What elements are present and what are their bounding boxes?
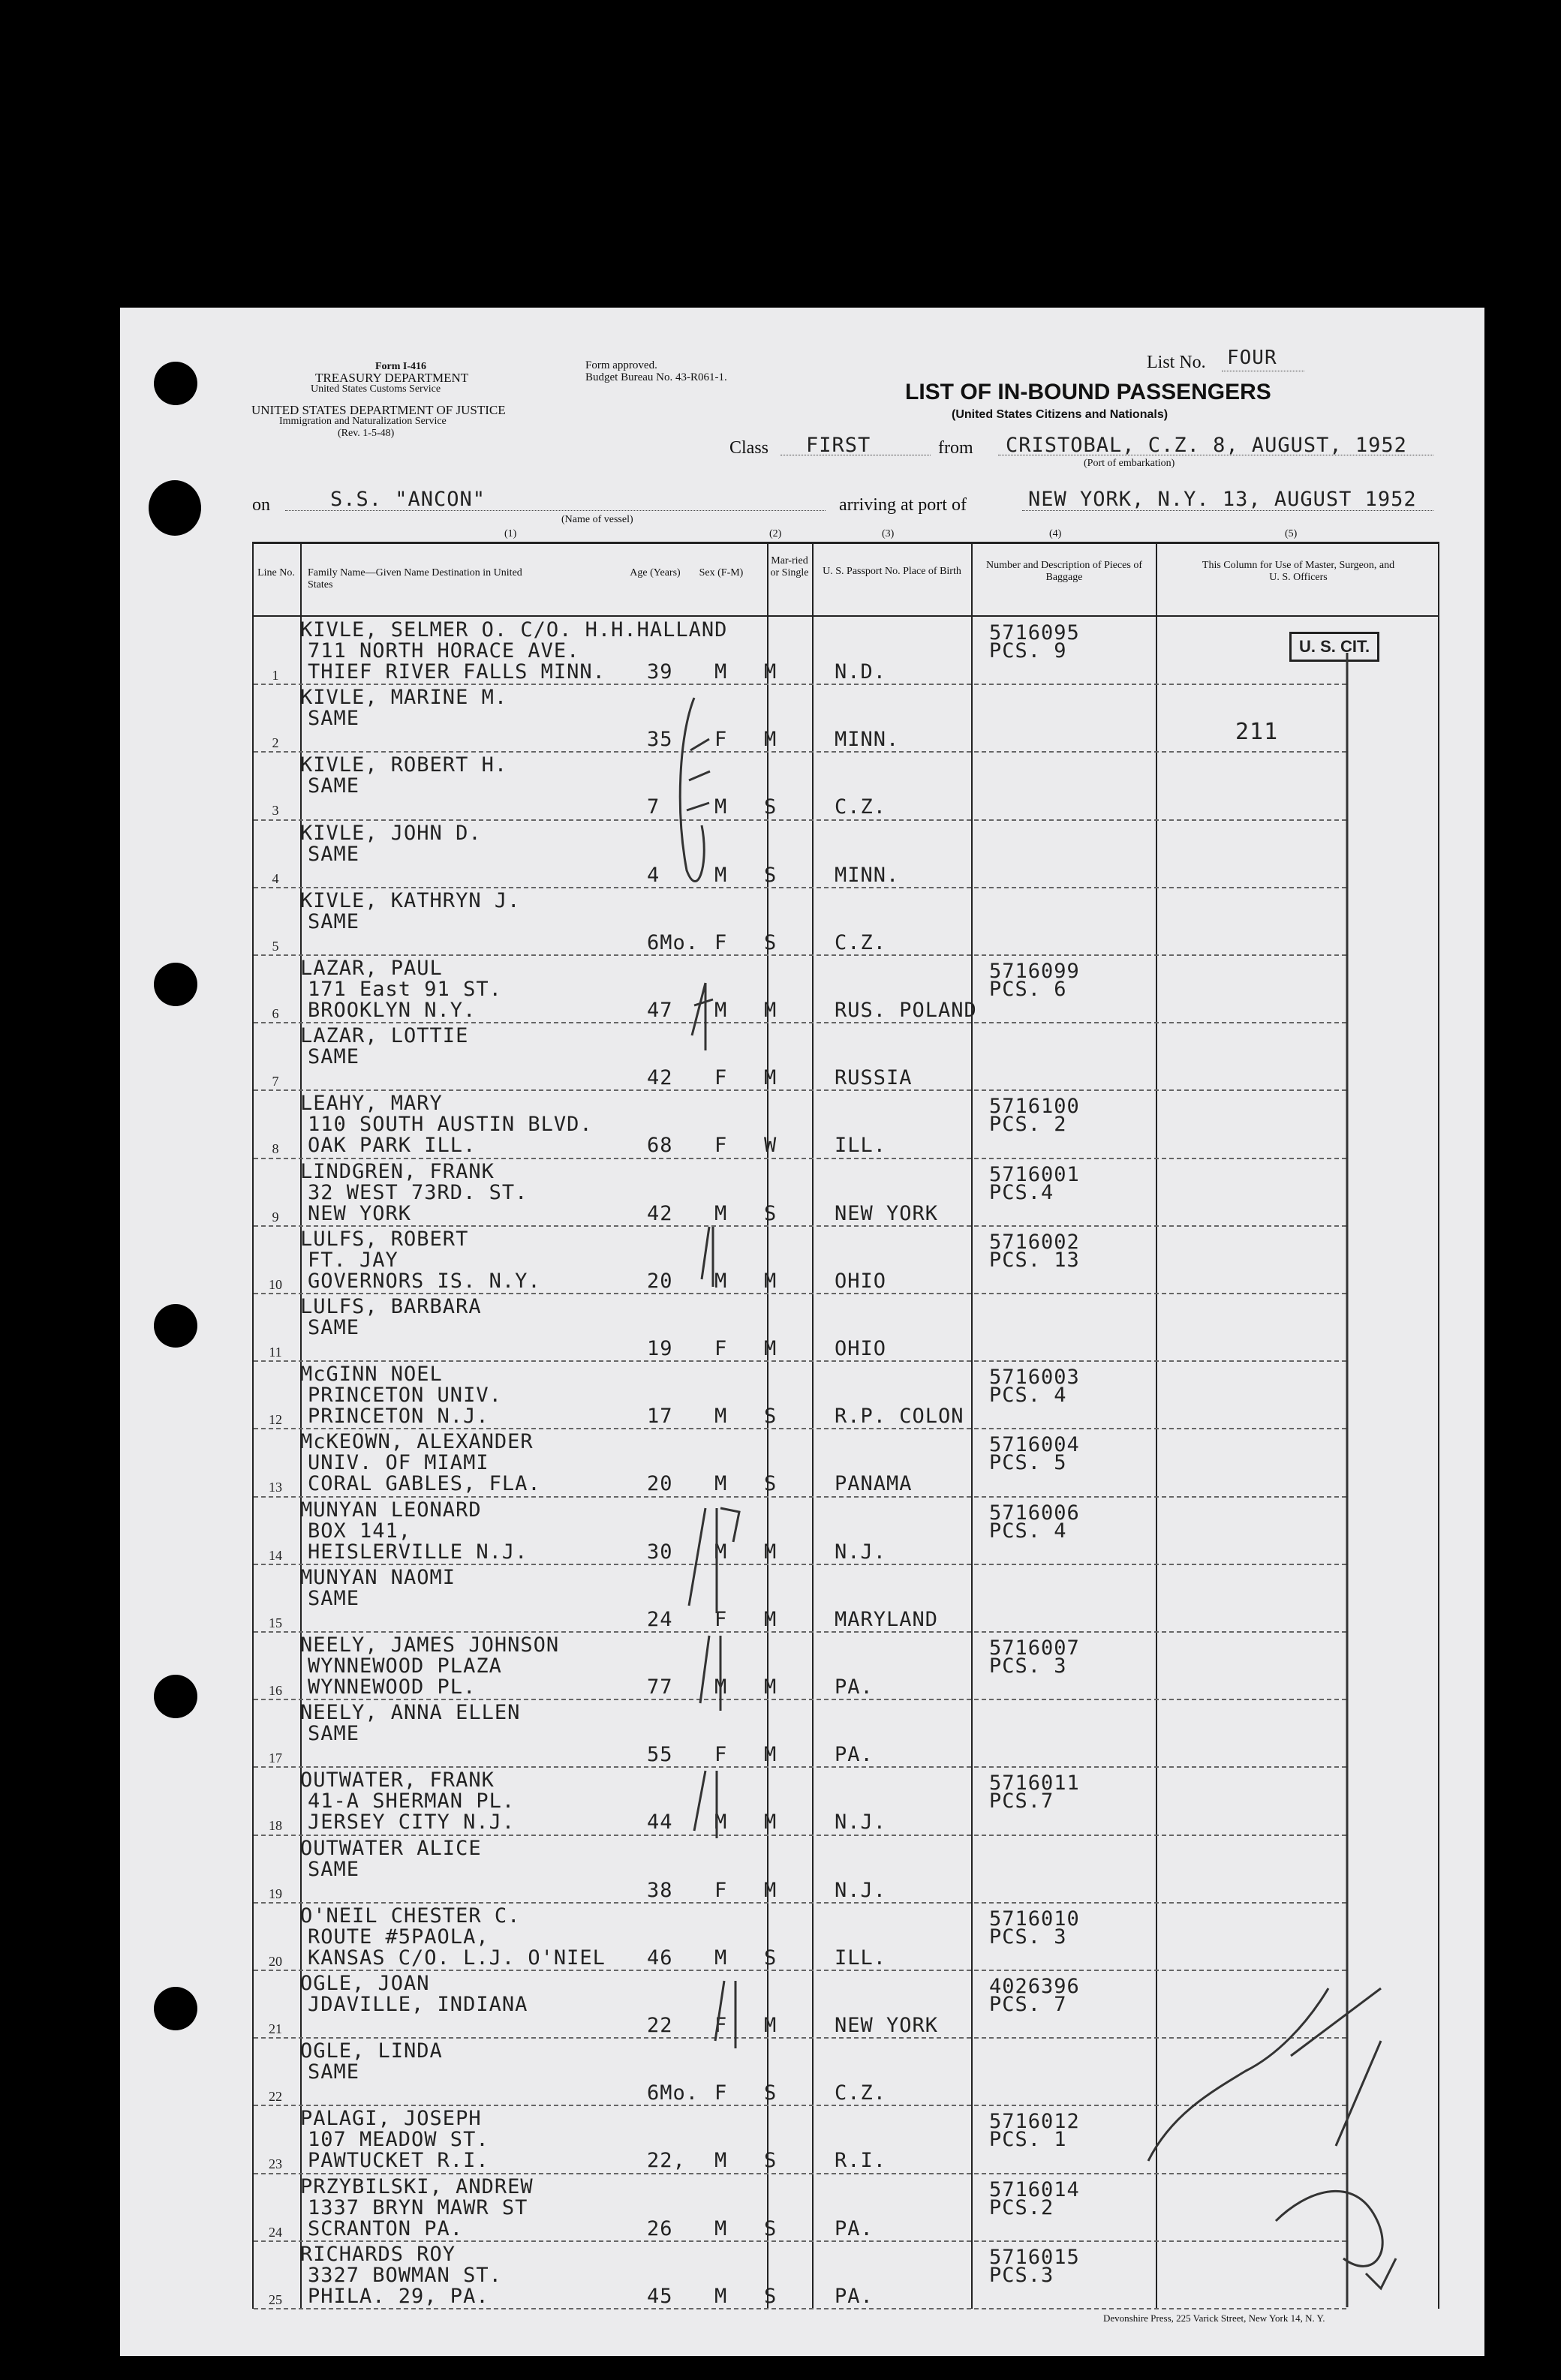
marital-cell: M [764, 728, 777, 752]
baggage-pieces: PCS. 9 [989, 639, 1067, 663]
line-number: 13 [269, 1480, 282, 1495]
destination-line1: UNIV. OF MIAMI [308, 1451, 489, 1475]
revision-date: (Rev. 1-5-48) [338, 428, 395, 439]
line-number: 11 [269, 1345, 282, 1360]
sex-cell: F [714, 1607, 728, 1631]
line-number: 2 [272, 735, 279, 751]
destination-line1: SAME [308, 2060, 360, 2084]
passenger-name: KIVLE, SELMER O. C/O. H.H.HALLAND [300, 618, 728, 642]
age-cell: 38 [647, 1878, 673, 1902]
birthplace-cell: C.Z. [835, 2081, 887, 2105]
marital-cell: M [764, 1743, 777, 1767]
passenger-name: LULFS, ROBERT [300, 1227, 469, 1251]
passenger-name: KIVLE, JOHN D. [300, 821, 482, 845]
budget-bureau: Budget Bureau No. 43-R061-1. [585, 371, 727, 383]
marital-cell: W [764, 1134, 777, 1158]
class-value: FIRST [806, 434, 871, 457]
marital-cell: S [764, 1201, 777, 1225]
baggage-pieces: PCS. 3 [989, 1925, 1067, 1949]
marital-cell: M [764, 1607, 777, 1631]
line-number: 12 [269, 1412, 282, 1428]
col-header-passport: U. S. Passport No. Place of Birth [823, 566, 961, 577]
baggage-pieces: PCS.2 [989, 2195, 1054, 2219]
col-num-5: (5) [1285, 528, 1298, 539]
passenger-name: McKEOWN, ALEXANDER [300, 1430, 534, 1454]
line-number: 21 [269, 2021, 282, 2036]
col-header-married: Mar-ried or Single [770, 555, 809, 578]
birthplace-cell: ILL. [835, 1946, 887, 1970]
marital-cell: M [764, 999, 777, 1022]
age-cell: 6Mo. [647, 930, 699, 954]
marital-cell: S [764, 2149, 777, 2173]
birthplace-cell: N.J. [835, 1540, 887, 1564]
destination-line1: SAME [308, 909, 360, 933]
marital-cell: S [764, 2216, 777, 2240]
destination-line2: JERSEY CITY N.J. [308, 1811, 516, 1835]
sex-cell: F [714, 2081, 728, 2105]
marital-cell: S [764, 795, 777, 819]
destination-line1: 1337 BRYN MAWR ST [308, 2195, 528, 2219]
marital-cell: M [764, 1337, 777, 1360]
ins-service: Immigration and Naturalization Service [279, 416, 447, 427]
arriving-value: NEW YORK, N.Y. 13, AUGUST 1952 [1028, 488, 1417, 511]
age-cell: 24 [647, 1607, 673, 1631]
justice-dept: UNITED STATES DEPARTMENT OF JUSTICE [251, 403, 506, 417]
baggage-pieces: PCS. 1 [989, 2128, 1067, 2152]
marital-cell: S [764, 2081, 777, 2105]
passenger-name: KIVLE, ROBERT H. [300, 753, 508, 777]
line-number: 25 [269, 2291, 282, 2307]
baggage-number: 5716014 [989, 2177, 1080, 2201]
marital-cell: M [764, 1066, 777, 1090]
passenger-name: PALAGI, JOSEPH [300, 2107, 482, 2131]
passenger-name: O'NEIL CHESTER C. [300, 1904, 521, 1928]
baggage-pieces: PCS. 6 [989, 978, 1067, 1001]
destination-line1: FT. JAY [308, 1248, 399, 1272]
passenger-name: RICHARDS ROY [300, 2242, 456, 2266]
destination-line1: PRINCETON UNIV. [308, 1384, 502, 1408]
col-num-3: (3) [882, 528, 895, 539]
passenger-name: LEAHY, MARY [300, 1092, 443, 1116]
passenger-name: MUNYAN NAOMI [300, 1565, 456, 1589]
line-number: 16 [269, 1683, 282, 1698]
baggage-number: 5716004 [989, 1433, 1080, 1457]
passenger-name: OUTWATER ALICE [300, 1836, 482, 1860]
birthplace-cell: NEW YORK [835, 2014, 939, 2037]
baggage-pieces: PCS. 7 [989, 1993, 1067, 2016]
baggage-number: 5716006 [989, 1501, 1080, 1525]
sex-cell: F [714, 1337, 728, 1360]
destination-line2: KANSAS C/O. L.J. O'NIEL [308, 1946, 606, 1970]
baggage-number: 5716007 [989, 1636, 1080, 1660]
vessel-value: S.S. "ANCON" [330, 488, 486, 511]
marital-cell: M [764, 660, 777, 684]
sex-cell: F [714, 728, 728, 752]
line-number: 18 [269, 1818, 282, 1834]
line-number: 5 [272, 938, 279, 954]
col-num-1: (1) [504, 528, 517, 539]
passenger-name: KIVLE, KATHRYN J. [300, 888, 521, 912]
birthplace-cell: RUSSIA [835, 1066, 913, 1090]
destination-line1: 171 East 91 ST. [308, 978, 502, 1001]
list-no-value: FOUR [1227, 347, 1277, 369]
destination-line2: NEW YORK [308, 1201, 412, 1225]
form-approved: Form approved. [585, 359, 657, 371]
age-cell: 7 [647, 795, 660, 819]
birthplace-cell: R.I. [835, 2149, 887, 2173]
baggage-number: 4026396 [989, 1975, 1080, 1998]
sex-cell: M [714, 795, 728, 819]
passenger-name: LAZAR, LOTTIE [300, 1024, 469, 1048]
arriving-label: arriving at port of [839, 495, 967, 515]
page-title: LIST OF IN-BOUND PASSENGERS [905, 380, 1271, 404]
age-cell: 45 [647, 2284, 673, 2308]
destination-line1: SAME [308, 1857, 360, 1881]
destination-line1: SAME [308, 1722, 360, 1746]
age-cell: 20 [647, 1472, 673, 1496]
destination-line1: SAME [308, 1316, 360, 1339]
printer-footer: Devonshire Press, 225 Varick Street, New York 14, N. Y. [1103, 2312, 1325, 2324]
marital-cell: M [764, 1675, 777, 1699]
us-citizen-stamp: U. S. CIT. [1289, 632, 1379, 662]
sex-cell: M [714, 1675, 728, 1699]
birthplace-cell: PA. [835, 1675, 874, 1699]
destination-line2: PRINCETON N.J. [308, 1405, 489, 1429]
page-subtitle: (United States Citizens and Nationals) [952, 408, 1168, 421]
baggage-number: 5716100 [989, 1095, 1080, 1119]
destination-line1: 3327 BOWMAN ST. [308, 2263, 502, 2287]
passenger-name: MUNYAN LEONARD [300, 1498, 482, 1522]
sex-cell: M [714, 1811, 728, 1835]
passenger-name: OGLE, JOAN [300, 1972, 430, 1995]
age-cell: 22, [647, 2149, 686, 2173]
line-number: 10 [269, 1276, 282, 1292]
sex-cell: F [714, 930, 728, 954]
sex-cell: M [714, 2149, 728, 2173]
birthplace-cell: ILL. [835, 1134, 887, 1158]
baggage-pieces: PCS. 3 [989, 1654, 1067, 1678]
passenger-name: PRZYBILSKI, ANDREW [300, 2174, 534, 2198]
baggage-number: 5716011 [989, 1771, 1080, 1796]
destination-line2: WYNNEWOOD PL. [308, 1675, 477, 1699]
treasury-dept: TREASURY DEPARTMENT [315, 371, 469, 385]
age-cell: 44 [647, 1811, 673, 1835]
col-header-name: Family Name—Given Name Destination in United States [308, 567, 522, 590]
sex-cell: M [714, 999, 728, 1022]
col-num-2: (2) [769, 528, 782, 539]
line-number: 20 [269, 1953, 282, 1969]
birthplace-cell: PA. [835, 2216, 874, 2240]
sex-cell: M [714, 1540, 728, 1564]
birthplace-cell: OHIO [835, 1337, 887, 1360]
line-number: 19 [269, 1886, 282, 1901]
col-header-sex: Sex (F-M) [699, 567, 744, 578]
baggage-pieces: PCS. 2 [989, 1113, 1067, 1137]
marital-cell: S [764, 1405, 777, 1429]
on-label: on [252, 495, 270, 515]
destination-line1: 41-A SHERMAN PL. [308, 1790, 516, 1814]
line-number: 14 [269, 1547, 282, 1563]
marital-cell: S [764, 863, 777, 887]
destination-line1: SAME [308, 707, 360, 731]
birthplace-cell: C.Z. [835, 930, 887, 954]
baggage-pieces: PCS.3 [989, 2263, 1054, 2287]
marital-cell: S [764, 930, 777, 954]
age-cell: 30 [647, 1540, 673, 1564]
destination-line2: PAWTUCKET R.I. [308, 2149, 489, 2173]
age-cell: 17 [647, 1405, 673, 1429]
age-cell: 55 [647, 1743, 673, 1767]
customs-service: United States Customs Service [311, 383, 441, 395]
age-cell: 19 [647, 1337, 673, 1360]
baggage-number: 5716095 [989, 621, 1080, 645]
marital-cell: M [764, 2014, 777, 2037]
passenger-name: LULFS, BARBARA [300, 1295, 482, 1318]
col-header-baggage: Number and Description of Pieces of Baggage [986, 560, 1142, 583]
passenger-name: NEELY, ANNA ELLEN [300, 1701, 521, 1725]
age-cell: 22 [647, 2014, 673, 2037]
birthplace-cell: PANAMA [835, 1472, 913, 1496]
destination-line1: SAME [308, 1586, 360, 1610]
destination-line1: WYNNEWOOD PLAZA [308, 1654, 502, 1678]
sex-cell: M [714, 660, 728, 684]
destination-line1: 107 MEADOW ST. [308, 2128, 489, 2152]
marital-cell: S [764, 1946, 777, 1970]
birthplace-cell: MINN. [835, 863, 900, 887]
port-embark-label: (Port of embarkation) [1084, 458, 1175, 469]
sex-cell: M [714, 1269, 728, 1293]
baggage-pieces: PCS. 4 [989, 1384, 1067, 1408]
passenger-name: KIVLE, MARINE M. [300, 686, 508, 710]
sex-cell: M [714, 1201, 728, 1225]
baggage-pieces: PCS. 4 [989, 1519, 1067, 1543]
from-label: from [938, 438, 973, 458]
baggage-number: 5716002 [989, 1230, 1080, 1254]
baggage-number: 5716015 [989, 2245, 1080, 2269]
sex-cell: M [714, 1946, 728, 1970]
passenger-name: LINDGREN, FRANK [300, 1159, 495, 1183]
age-cell: 68 [647, 1134, 673, 1158]
sex-cell: F [714, 1878, 728, 1902]
destination-line2: CORAL GABLES, FLA. [308, 1472, 541, 1496]
baggage-number: 5716099 [989, 960, 1080, 983]
class-label: Class [729, 438, 769, 458]
birthplace-cell: PA. [835, 2284, 874, 2308]
age-cell: 6Mo. [647, 2081, 699, 2105]
sex-cell: F [714, 1066, 728, 1090]
baggage-pieces: PCS. 13 [989, 1248, 1080, 1272]
passenger-name: McGINN NOEL [300, 1363, 443, 1387]
col-header-age: Age (Years) [630, 567, 681, 578]
destination-line1: SAME [308, 774, 360, 798]
destination-line1: BOX 141, [308, 1519, 412, 1543]
baggage-number: 5716001 [989, 1162, 1080, 1186]
col-header-officers: This Column for Use of Master, Surgeon, and U. S. Officers [1202, 560, 1395, 583]
age-cell: 4 [647, 863, 660, 887]
destination-line1: ROUTE #5PAOLA, [308, 1925, 489, 1949]
list-no-label: List No. [1147, 353, 1206, 372]
line-number: 6 [272, 1006, 279, 1021]
passenger-name: OGLE, LINDA [300, 2039, 443, 2063]
officer-number: 211 [1235, 719, 1279, 745]
line-number: 23 [269, 2156, 282, 2172]
age-cell: 42 [647, 1201, 673, 1225]
birthplace-cell: N.D. [835, 660, 887, 684]
baggage-pieces: PCS.4 [989, 1180, 1054, 1204]
line-number: 4 [272, 870, 279, 886]
sex-cell: M [714, 2216, 728, 2240]
sex-cell: M [714, 863, 728, 887]
destination-line1: JDAVILLE, INDIANA [308, 1993, 528, 2016]
destination-line1: 110 SOUTH AUSTIN BLVD. [308, 1113, 593, 1137]
birthplace-cell: OHIO [835, 1269, 887, 1293]
age-cell: 26 [647, 2216, 673, 2240]
sex-cell: M [714, 2284, 728, 2308]
sex-cell: F [714, 1743, 728, 1767]
marital-cell: M [764, 1878, 777, 1902]
age-cell: 35 [647, 728, 673, 752]
destination-line2: OAK PARK ILL. [308, 1134, 477, 1158]
age-cell: 46 [647, 1946, 673, 1970]
baggage-number: 5716003 [989, 1366, 1080, 1390]
destination-line2: HEISLERVILLE N.J. [308, 1540, 528, 1564]
sex-cell: M [714, 1472, 728, 1496]
marital-cell: M [764, 1269, 777, 1293]
col-num-4: (4) [1049, 528, 1062, 539]
passenger-name: NEELY, JAMES JOHNSON [300, 1633, 560, 1657]
baggage-number: 5716010 [989, 1907, 1080, 1931]
passenger-name: LAZAR, PAUL [300, 957, 443, 980]
birthplace-cell: N.J. [835, 1811, 887, 1835]
line-number: 3 [272, 803, 279, 819]
destination-line1: SAME [308, 1045, 360, 1069]
age-cell: 47 [647, 999, 673, 1022]
destination-line2: THIEF RIVER FALLS MINN. [308, 660, 606, 684]
destination-line2: GOVERNORS IS. N.Y. [308, 1269, 541, 1293]
line-number: 9 [272, 1209, 279, 1225]
baggage-number: 5716012 [989, 2110, 1080, 2134]
marital-cell: M [764, 1811, 777, 1835]
age-cell: 42 [647, 1066, 673, 1090]
col-header-line-no: Line No. [257, 567, 295, 578]
vessel-label: (Name of vessel) [561, 514, 633, 525]
birthplace-cell: MARYLAND [835, 1607, 939, 1631]
form-number: Form I-416 [375, 361, 427, 372]
line-number: 15 [269, 1615, 282, 1630]
destination-line2: SCRANTON PA. [308, 2216, 464, 2240]
baggage-pieces: PCS. 5 [989, 1451, 1067, 1475]
birthplace-cell: MINN. [835, 728, 900, 752]
destination-line1: 32 WEST 73RD. ST. [308, 1180, 528, 1204]
destination-line2: PHILA. 29, PA. [308, 2284, 489, 2308]
birthplace-cell: PA. [835, 1743, 874, 1767]
line-number: 7 [272, 1074, 279, 1089]
birthplace-cell: NEW YORK [835, 1201, 939, 1225]
line-number: 17 [269, 1750, 282, 1766]
destination-line2: BROOKLYN N.Y. [308, 999, 477, 1022]
age-cell: 77 [647, 1675, 673, 1699]
passenger-name: OUTWATER, FRANK [300, 1768, 495, 1793]
sex-cell: F [714, 2014, 728, 2037]
marital-cell: S [764, 2284, 777, 2308]
line-number: 22 [269, 2089, 282, 2105]
age-cell: 39 [647, 660, 673, 684]
line-number: 1 [272, 668, 279, 683]
line-number: 8 [272, 1141, 279, 1157]
sex-cell: F [714, 1134, 728, 1158]
destination-line1: SAME [308, 842, 360, 866]
birthplace-cell: RUS. POLAND [835, 999, 977, 1022]
marital-cell: S [764, 1472, 777, 1496]
marital-cell: M [764, 1540, 777, 1564]
destination-line1: 711 NORTH HORACE AVE. [308, 639, 580, 663]
line-number: 24 [269, 2224, 282, 2240]
sex-cell: M [714, 1405, 728, 1429]
baggage-pieces: PCS.7 [989, 1790, 1054, 1814]
from-value: CRISTOBAL, C.Z. 8, AUGUST, 1952 [1006, 434, 1407, 457]
age-cell: 20 [647, 1269, 673, 1293]
birthplace-cell: N.J. [835, 1878, 887, 1902]
birthplace-cell: R.P. COLON [835, 1405, 964, 1429]
birthplace-cell: C.Z. [835, 795, 887, 819]
